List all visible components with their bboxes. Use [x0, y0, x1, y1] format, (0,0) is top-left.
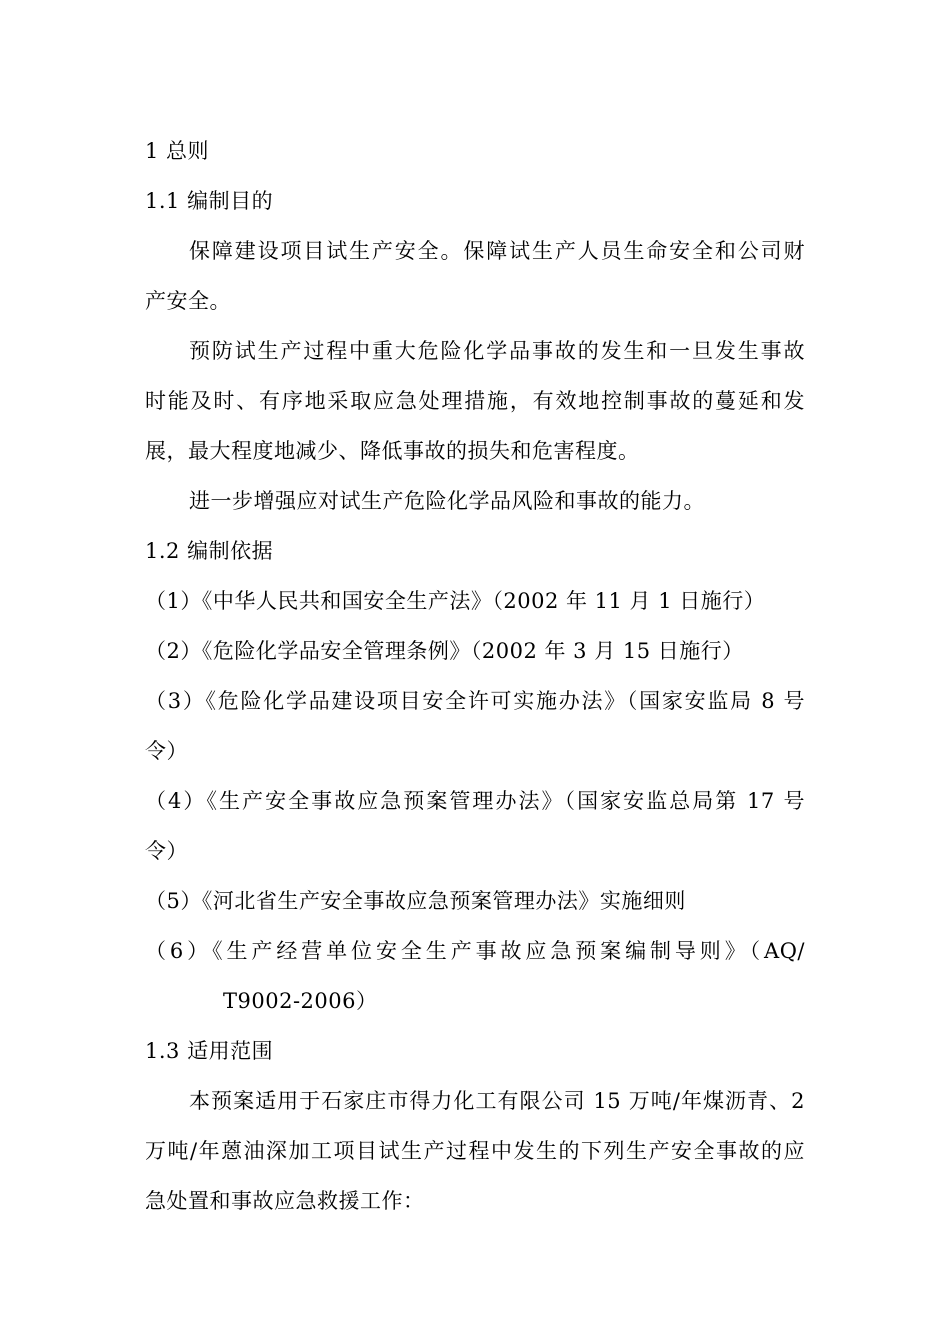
heading-general: 1 总则	[145, 139, 210, 163]
basis-item-6: （6）《生产经营单位安全生产事故应急预案编制导则》（AQ/	[145, 939, 805, 963]
section-title-scope: 1.3 适用范围	[145, 1039, 274, 1063]
purpose-para2-line2: 时能及时、有序地采取应急处理措施，有效地控制事故的蔓延和发	[145, 389, 805, 413]
basis-item-4-cont: 令）	[145, 839, 188, 863]
basis-item-1: （1）《中华人民共和国安全生产法》（2002 年 11 月 1 日施行）	[145, 589, 766, 613]
purpose-para2-line3: 展，最大程度地减少、降低事故的损失和危害程度。	[145, 439, 640, 463]
purpose-para2-line1: 预防试生产过程中重大危险化学品事故的发生和一旦发生事故	[189, 339, 805, 363]
basis-item-3: （3）《危险化学品建设项目安全许可实施办法》（国家安监局 8 号	[145, 689, 805, 713]
basis-item-4: （4）《生产安全事故应急预案管理办法》（国家安监总局第 17 号	[145, 789, 805, 813]
basis-item-2: （2）《危险化学品安全管理条例》（2002 年 3 月 15 日施行）	[145, 639, 744, 663]
scope-para1-line3: 急处置和事故应急救援工作：	[145, 1189, 425, 1213]
scope-para1-line1: 本预案适用于石家庄市得力化工有限公司 15 万吨/年煤沥青、2	[189, 1089, 805, 1113]
basis-item-3-cont: 令）	[145, 739, 188, 763]
purpose-para3-line1: 进一步增强应对试生产危险化学品风险和事故的能力。	[189, 489, 705, 513]
scope-para1-line2: 万吨/年蒽油深加工项目试生产过程中发生的下列生产安全事故的应	[145, 1139, 805, 1163]
purpose-para1-line1: 保障建设项目试生产安全。保障试生产人员生命安全和公司财	[189, 239, 805, 263]
section-title-basis: 1.2 编制依据	[145, 539, 274, 563]
basis-item-5: （5）《河北省生产安全事故应急预案管理办法》实施细则	[145, 889, 686, 913]
section-title-purpose: 1.1 编制目的	[145, 189, 274, 213]
purpose-para1-line2: 产安全。	[145, 289, 231, 313]
basis-item-6-cont: T9002-2006）	[223, 989, 378, 1013]
